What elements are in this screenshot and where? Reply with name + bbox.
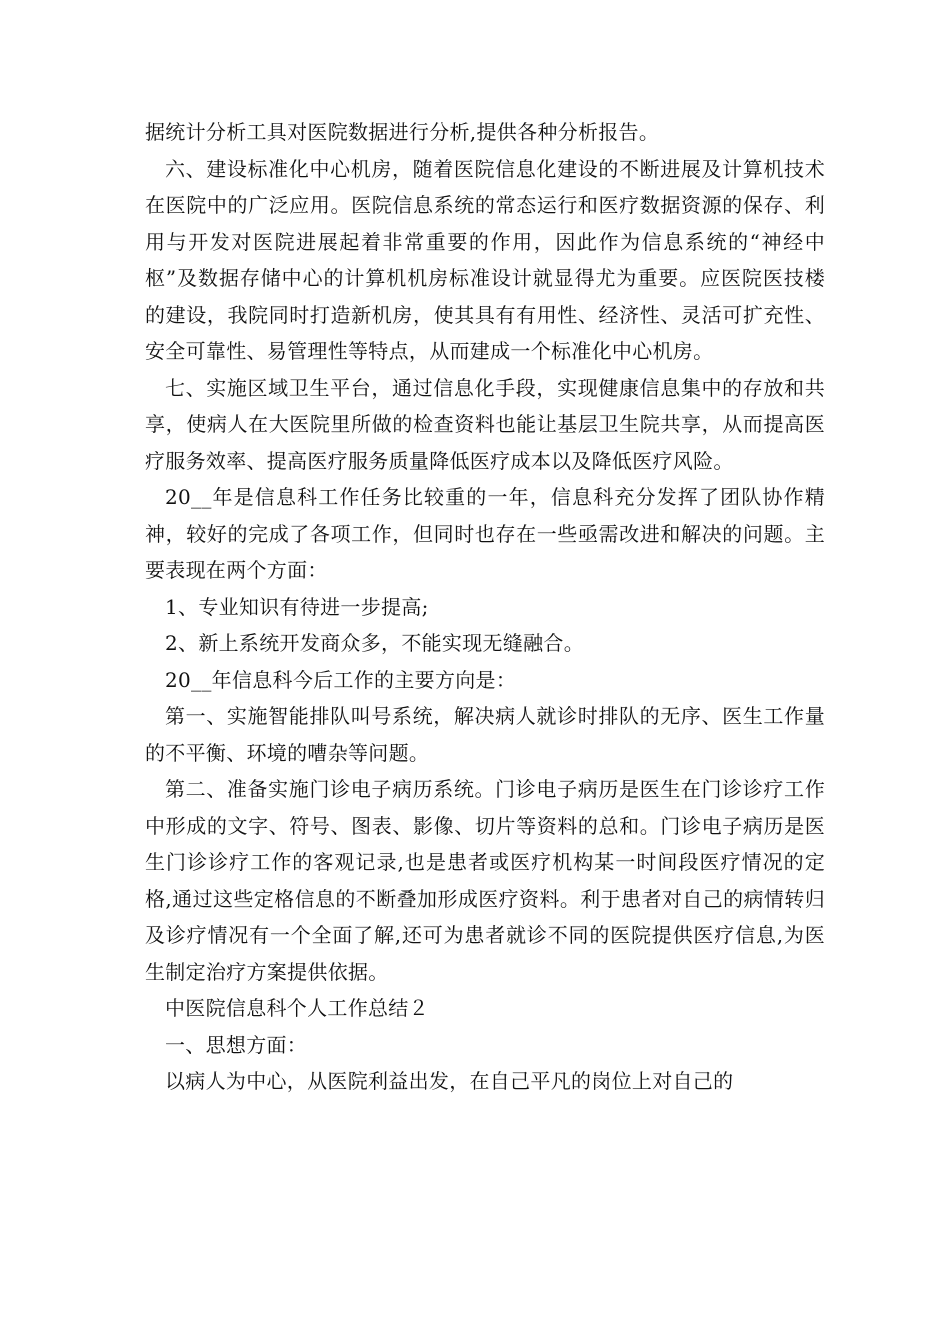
paragraph-data-center: 六、建设标准化中心机房，随着医院信息化建设的不断进展及计算机技术在医院中的广泛应用。医院信息系统的常态运行和医疗数据资源的保存、利用与开发对医院进展起着非常重要的作用，因此作为信息系统的“神经中枢”及数据存储中心的计算机机房标准设计就显得尤为重要。应医院医技楼的建设，我院同时打造新机房，使其具有有用性、经济性、灵活可扩充性、安全可靠性、易管理性等特点，从而建成一个标准化中心机房。 bbox=[145, 156, 825, 363]
paragraph-year-summary: 20__年是信息科工作任务比较重的一年，信息科充分发挥了团队协作精神，较好的完成了各项工作，但同时也存在一些亟需改进和解决的问题。主要表现在两个方面： bbox=[145, 485, 825, 582]
paragraph-future-direction: 20__年信息科今后工作的主要方向是： bbox=[165, 667, 517, 692]
section-heading-ideology: 一、思想方面： bbox=[165, 1032, 308, 1057]
section-title-summary-2: 中医院信息科个人工作总结２ bbox=[165, 996, 429, 1020]
document-body bbox=[145, 114, 825, 1100]
list-item-knowledge: 1、专业知识有待进一步提高; bbox=[165, 594, 429, 619]
list-item-vendors: 2、新上系统开发商众多，不能实现无缝融合。 bbox=[165, 631, 585, 655]
paragraph-patient-centered: 以病人为中心，从医院利益出发，在自己平凡的岗位上对自己的 bbox=[165, 1069, 734, 1093]
paragraph-queue-system: 第一、实施智能排队叫号系统，解决病人就诊时排队的无序、医生工作量的不平衡、环境的嘈杂等问题。 bbox=[145, 704, 825, 765]
paragraph-regional-health-platform: 七、实施区域卫生平台，通过信息化手段，实现健康信息集中的存放和共享，使病人在大医院里所做的检查资料也能让基层卫生院共享，从而提高医疗服务效率、提高医疗服务质量降低医疗成本以及降低医疗风险。 bbox=[145, 375, 825, 473]
paragraph-analysis-tools: 据统计分析工具对医院数据进行分析,提供各种分析报告。 bbox=[145, 120, 660, 144]
paragraph-emr-system: 第二、准备实施门诊电子病历系统。门诊电子病历是医生在门诊诊疗工作中形成的文字、符号、图表、影像、切片等资料的总和。门诊电子病历是医生门诊诊疗工作的客观记录,也是患者或医疗机构某一时间段医疗情况的定格,通过这些定格信息的不断叠加形成医疗资料。利于患者对自己的病情转归及诊疗情况有一个全面了解,还可为患者就诊不同的医院提供医疗信息,为医生制定治疗方案提供依据。 bbox=[145, 777, 825, 984]
